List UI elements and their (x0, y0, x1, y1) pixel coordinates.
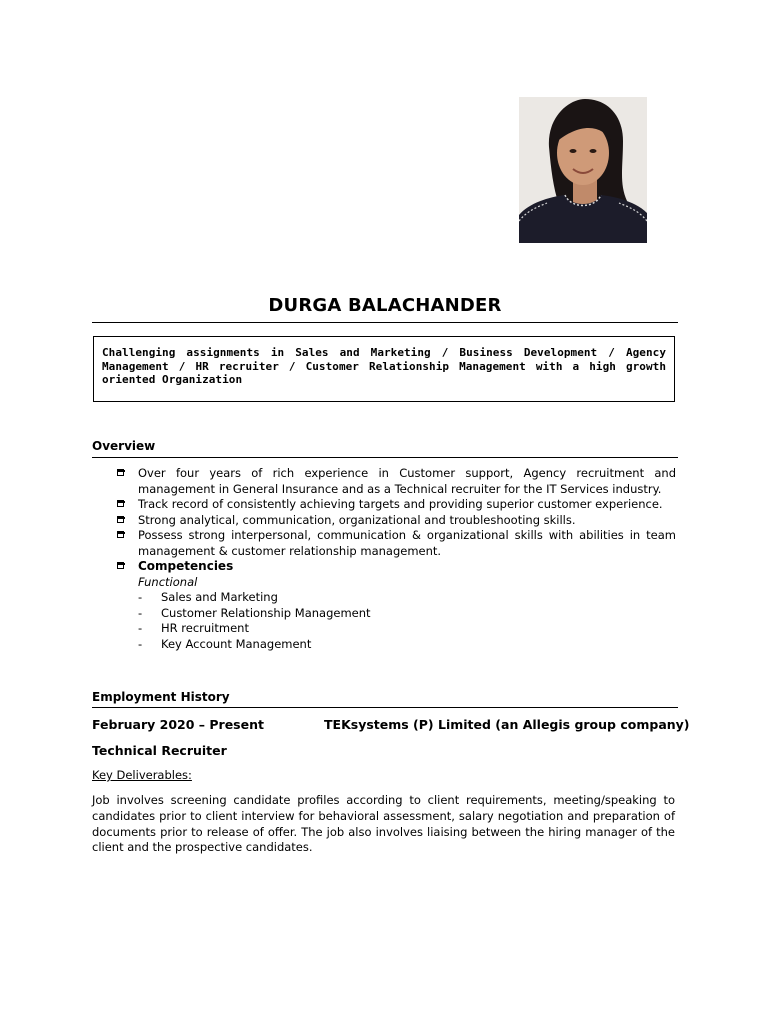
dash-bullet-icon: - (138, 605, 143, 620)
objective-box: Challenging assignments in Sales and Marketing / Business Development / Agency Management / HR recruiter / Customer Relationship Management with a high growth oriented Organization (93, 336, 675, 402)
key-deliverables-label: Key Deliverables: (92, 768, 192, 782)
dash-bullet-icon: - (138, 621, 143, 635)
list-item: - Customer Relationship Management (138, 605, 371, 620)
checkbox-bullet-icon (117, 469, 124, 476)
employment-date-range: February 2020 – Present (92, 717, 264, 732)
overview-heading: Overview (92, 439, 156, 453)
competencies-title: Competencies (138, 559, 234, 573)
employment-company: TEKsystems (P) Limited (an Allegis group company) (324, 717, 690, 732)
checkbox-bullet-icon (117, 531, 124, 538)
employment-description: Job involves screening candidate profiles according to client requirements, meeting/speaking to candidates prior to client interview for behavioral assessment, salary negotiation and preparation of documents prior to release of offer. The job also involves liaising between the hiring manager of the client and the prospective candidates. (92, 793, 675, 855)
competencies-subtitle: Functional (138, 574, 198, 589)
list-item: Over four years of rich experience in Customer support, Agency recruitment and management in General Insurance and as a Technical recruiter for the IT Services industry. (116, 466, 676, 497)
candidate-name: DURGA BALACHANDER (268, 295, 502, 316)
employment-role: Technical Recruiter (92, 743, 227, 758)
competencies-item (116, 559, 676, 575)
list-item: Track record of consistently achieving targets and providing superior customer experience. (116, 497, 676, 513)
checkbox-bullet-icon (117, 516, 124, 523)
dash-bullet-icon: - (138, 590, 143, 604)
employment-divider (92, 707, 678, 708)
employment-heading: Employment History (92, 690, 230, 704)
checkbox-bullet-icon (117, 500, 124, 507)
overview-list (116, 466, 676, 652)
list-item: Strong analytical, communication, organizational and troubleshooting skills. (116, 513, 676, 529)
list-item: - HR recruitment (138, 621, 249, 635)
list-item: - Sales and Marketing (138, 590, 278, 604)
list-item: - Key Account Management (138, 636, 312, 651)
list-item: Possess strong interpersonal, communication & organizational skills with abilities in team management & customer relationship management. (116, 528, 676, 559)
overview-divider (92, 457, 678, 458)
profile-photo (519, 97, 647, 243)
checkbox-bullet-icon (117, 562, 124, 569)
name-divider (92, 322, 678, 323)
dash-bullet-icon: - (138, 636, 143, 651)
